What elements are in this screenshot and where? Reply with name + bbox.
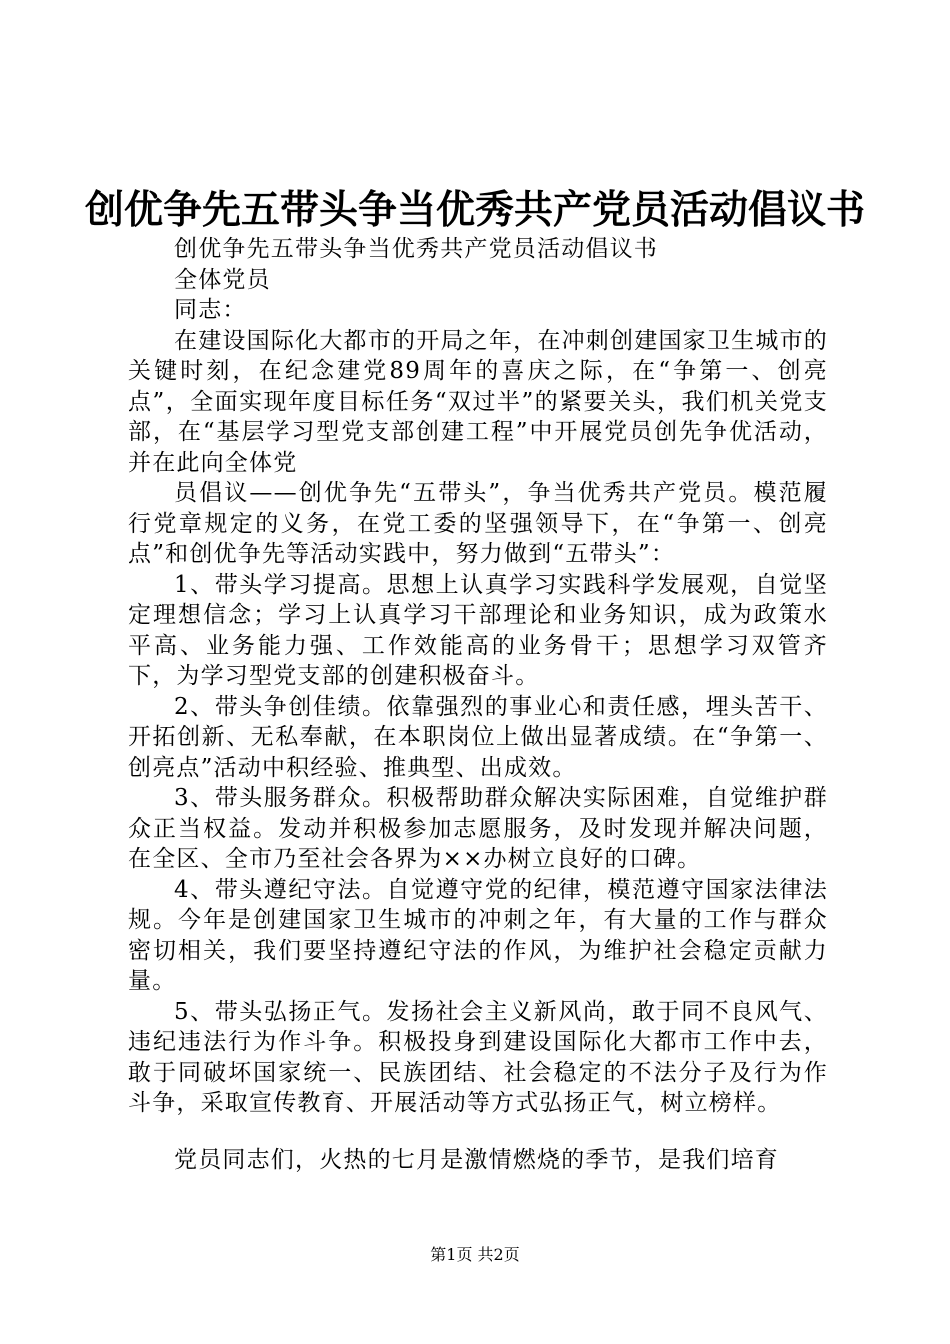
document-body [128, 234, 828, 1175]
document-title: 创优争先五带头争当优秀共产党员活动倡议书 [84, 187, 865, 233]
paragraph-intro: 在建设国际化大都市的开局之年，在冲刺创建国家卫生城市的关键时刻，在纪念建党89周年的喜庆之际，在“争第一、创亮点”，全面实现年度目标任务“双过半”的紧要关头，我们机关党支部，在“基层学习型党支部创建工程”中开展党员创先争优活动，并在此向全体党 [128, 327, 828, 476]
page-number: 第1页 共2页 [430, 1245, 520, 1264]
paragraph-item-2: 2、带头争创佳绩。依靠强烈的事业心和责任感，埋头苦干、开拓创新、无私奉献，在本职岗位上做出显著成绩。在“争第一、创亮点”活动中积经验、推典型、出成效。 [128, 693, 828, 781]
paragraph-recipient: 全体党员 [174, 266, 271, 293]
paragraph-closing: 党员同志们，火热的七月是激情燃烧的季节，是我们培育 [174, 1146, 779, 1173]
paragraph-item-3: 3、带头服务群众。积极帮助群众解决实际困难，自觉维护群众正当权益。发动并积极参加志愿服务，及时发现并解决问题，在全区、全市乃至社会各界为××办树立良好的口碑。 [128, 785, 828, 872]
paragraph-subtitle: 创优争先五带头争当优秀共产党员活动倡议书 [174, 236, 658, 262]
paragraph-proposal: 员倡议——创优争先“五带头”，争当优秀共产党员。模范履行党章规定的义务，在党工委的坚强领导下，在“争第一、创亮点”和创优争先等活动实践中，努力做到“五带头”： [128, 480, 828, 567]
paragraph-item-1: 1、带头学习提高。思想上认真学习实践科学发展观，自觉坚定理想信念；学习上认真学习干部理论和业务知识，成为政策水平高、业务能力强、工作效能高的业务骨干；思想学习双管齐下，为学习型党支部的创建积极奋斗。 [128, 571, 828, 689]
paragraph-item-4: 4、带头遵纪守法。自觉遵守党的纪律，模范遵守国家法律法规。今年是创建国家卫生城市的冲刺之年，有大量的工作与群众密切相关，我们要坚持遵纪守法的作风，为维护社会稳定贡献力量。 [128, 876, 828, 994]
paragraph-item-5: 5、带头弘扬正气。发扬社会主义新风尚，敢于同不良风气、违纪违法行为作斗争。积极投身到建设国际化大都市工作中去，敢于同破坏国家统一、民族团结、社会稳定的不法分子及行为作斗争，采取宣传教育、开展活动等方式弘扬正气，树立榜样。 [128, 998, 828, 1116]
paragraph-salutation: 同志： [174, 297, 247, 323]
